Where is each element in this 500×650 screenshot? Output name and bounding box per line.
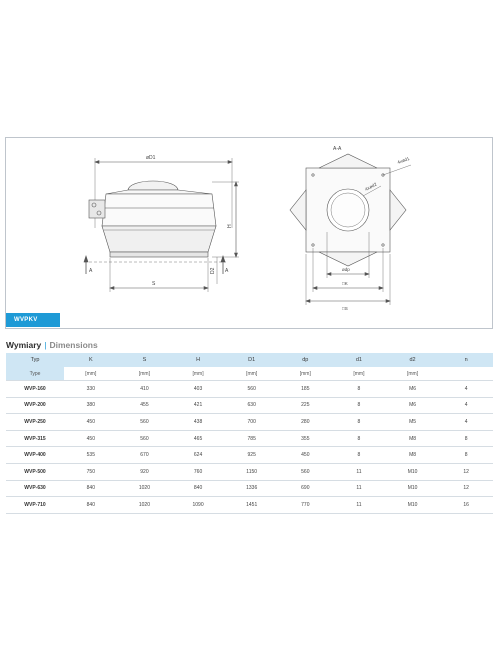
type-name-cell: WVP-315 (6, 430, 64, 447)
value-cell: 1451 (225, 497, 279, 514)
column-header: H (171, 353, 225, 367)
dim-n-d2-label: 4xød2 (364, 181, 378, 192)
value-cell: 450 (64, 430, 118, 447)
value-cell: M8 (386, 430, 440, 447)
value-cell: 465 (171, 430, 225, 447)
unit-cell: [mm] (332, 367, 386, 381)
section-title-pl: Wymiary (6, 340, 42, 350)
dim-h-label: H (227, 224, 233, 228)
type-name-cell: WVP-200 (6, 397, 64, 414)
column-header: d1 (332, 353, 386, 367)
value-cell: 4 (439, 397, 493, 414)
value-cell: 840 (64, 497, 118, 514)
dim-n-d1-label: 4xød1 (396, 155, 411, 165)
value-cell: 1090 (171, 497, 225, 514)
value-cell: 690 (279, 480, 333, 497)
value-cell: 16 (439, 497, 493, 514)
value-cell: 840 (64, 480, 118, 497)
section-a-a-label: A-A (333, 146, 342, 152)
dim-d2-label: D2 (210, 267, 216, 274)
technical-drawing-panel (5, 137, 493, 329)
value-cell: 560 (279, 463, 333, 480)
section-view (290, 146, 411, 305)
table-header-row (6, 353, 493, 367)
value-cell: 1020 (118, 497, 172, 514)
value-cell: 1150 (225, 463, 279, 480)
section-title-separator: | (44, 340, 47, 350)
type-header-en: Type (6, 367, 64, 381)
unit-cell: [mm] (118, 367, 172, 381)
value-cell: 410 (118, 381, 172, 398)
dim-k-label: □K (342, 281, 348, 286)
value-cell: 925 (225, 447, 279, 464)
value-cell: M6 (386, 397, 440, 414)
column-header: S (118, 353, 172, 367)
type-name-cell: WVP-400 (6, 447, 64, 464)
value-cell: M10 (386, 497, 440, 514)
value-cell: 12 (439, 463, 493, 480)
value-cell: 11 (332, 480, 386, 497)
dim-s-square-label: □S (342, 306, 348, 311)
dim-s-label: S (152, 281, 156, 287)
value-cell: 700 (225, 414, 279, 431)
dim-dp-label: ødp (342, 267, 350, 272)
value-cell: 785 (225, 430, 279, 447)
value-cell: 225 (279, 397, 333, 414)
value-cell: 450 (64, 414, 118, 431)
value-cell: 8 (439, 447, 493, 464)
type-name-cell: WVP-630 (6, 480, 64, 497)
value-cell: 770 (279, 497, 333, 514)
column-header: D1 (225, 353, 279, 367)
type-header (6, 353, 64, 367)
value-cell: 760 (171, 463, 225, 480)
dimensions-table (6, 353, 493, 514)
value-cell: 438 (171, 414, 225, 431)
unit-cell: [mm] (225, 367, 279, 381)
value-cell: 380 (64, 397, 118, 414)
unit-cell (439, 367, 493, 381)
value-cell: M6 (386, 381, 440, 398)
value-cell: 12 (439, 480, 493, 497)
table-row (6, 430, 493, 447)
model-tab: WVPKV (6, 313, 60, 327)
type-name-cell: WVP-710 (6, 497, 64, 514)
value-cell: 624 (171, 447, 225, 464)
value-cell: 8 (332, 381, 386, 398)
unit-cell: [mm] (279, 367, 333, 381)
value-cell: M10 (386, 480, 440, 497)
column-header: d2 (386, 353, 440, 367)
column-header: n (439, 353, 493, 367)
value-cell: 750 (64, 463, 118, 480)
value-cell: 280 (279, 414, 333, 431)
value-cell: 403 (171, 381, 225, 398)
dim-d1-label: øD1 (146, 155, 156, 161)
table-row (6, 447, 493, 464)
table-units-row (6, 367, 493, 381)
value-cell: 450 (279, 447, 333, 464)
value-cell: 11 (332, 497, 386, 514)
value-cell: 670 (118, 447, 172, 464)
table-row (6, 463, 493, 480)
technical-drawing (6, 138, 494, 330)
column-header: K (64, 353, 118, 367)
type-name-cell: WVP-160 (6, 381, 64, 398)
column-header: dp (279, 353, 333, 367)
value-cell: 1336 (225, 480, 279, 497)
table-row (6, 480, 493, 497)
value-cell: 8 (332, 414, 386, 431)
value-cell: 630 (225, 397, 279, 414)
value-cell: 8 (332, 430, 386, 447)
value-cell: 920 (118, 463, 172, 480)
value-cell: 8 (439, 430, 493, 447)
value-cell: M10 (386, 463, 440, 480)
section-a-right-label: A (225, 268, 229, 274)
unit-cell: [mm] (171, 367, 225, 381)
value-cell: 185 (279, 381, 333, 398)
type-name-cell: WVP-250 (6, 414, 64, 431)
value-cell: 4 (439, 381, 493, 398)
value-cell: 560 (225, 381, 279, 398)
value-cell: 8 (332, 447, 386, 464)
value-cell: 1020 (118, 480, 172, 497)
value-cell: 421 (171, 397, 225, 414)
value-cell: 11 (332, 463, 386, 480)
table-row (6, 397, 493, 414)
section-title-en: Dimensions (49, 340, 98, 350)
table-row (6, 381, 493, 398)
section-title (6, 340, 98, 350)
value-cell: 330 (64, 381, 118, 398)
type-label-pl: Typ (30, 357, 40, 363)
table-row (6, 497, 493, 514)
table-row (6, 414, 493, 431)
value-cell: 560 (118, 414, 172, 431)
type-name-cell: WVP-500 (6, 463, 64, 480)
value-cell: 840 (171, 480, 225, 497)
value-cell: 4 (439, 414, 493, 431)
unit-cell: [mm] (64, 367, 118, 381)
value-cell: M8 (386, 447, 440, 464)
value-cell: 8 (332, 397, 386, 414)
section-a-left-label: A (89, 268, 93, 274)
unit-cell: [mm] (386, 367, 440, 381)
value-cell: M5 (386, 414, 440, 431)
value-cell: 355 (279, 430, 333, 447)
value-cell: 455 (118, 397, 172, 414)
value-cell: 535 (64, 447, 118, 464)
value-cell: 560 (118, 430, 172, 447)
